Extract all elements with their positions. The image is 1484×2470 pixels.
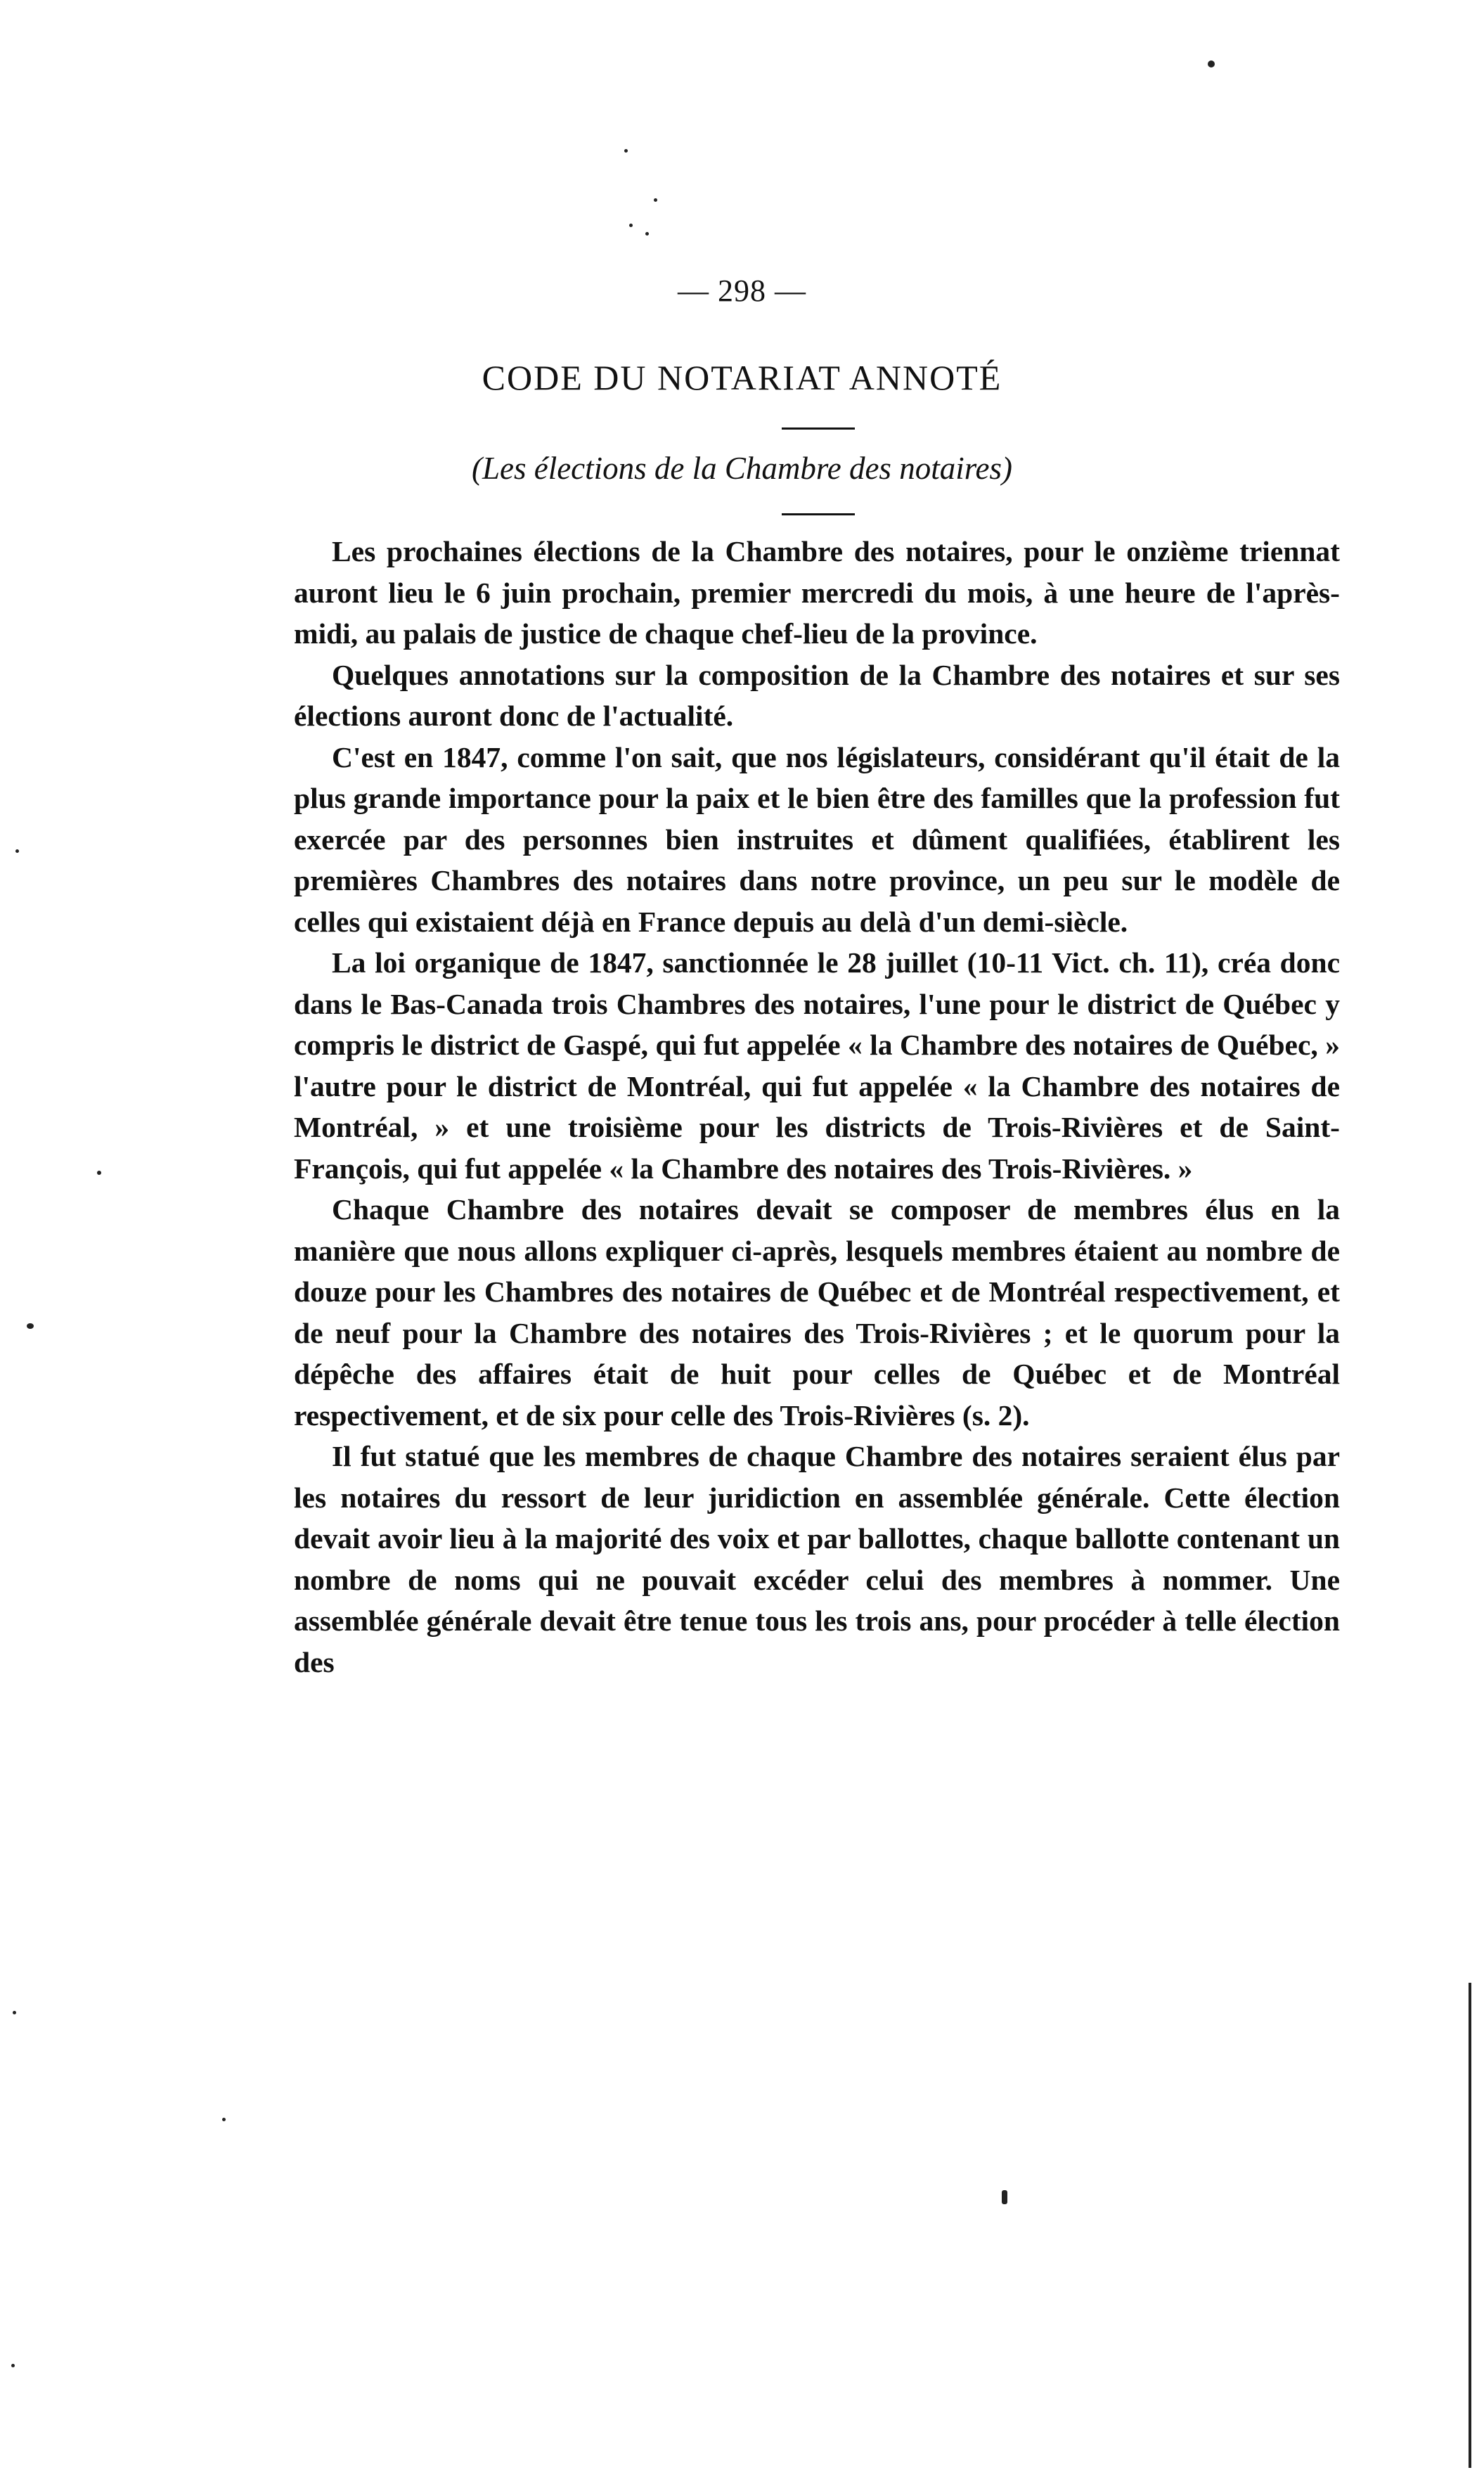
scan-speck xyxy=(27,1323,34,1329)
running-title: CODE DU NOTARIAT ANNOTÉ xyxy=(482,358,1002,397)
body-text xyxy=(294,531,1340,1683)
scan-speck xyxy=(222,2118,226,2121)
paragraph: Les prochaines élections de la Chambre des notaires, pour le onzième triennat auront lieu le 6 juin prochain, premier mercredi du mois, à une heure de l'après-midi, au palais de justice de chaque chef-lieu de la province. xyxy=(294,535,1340,650)
scan-speck xyxy=(15,849,19,853)
title-rule xyxy=(782,427,855,430)
paragraph: C'est en 1847, comme l'on sait, que nos législateurs, considérant qu'il était de la plus grande importance pour la paix et le bien être des familles que la profession fut exercée par des personnes bien instruites et dûment qualifiées, établirent les premières Chambres des notaires dans notre province, un peu sur le modèle de celles qui existaient déjà en France depuis au delà d'un demi-siècle. xyxy=(294,740,1340,938)
scan-speck xyxy=(11,2364,15,2367)
scan-speck xyxy=(13,2011,16,2014)
paragraph: La loi organique de 1847, sanctionnée le 28 juillet (10-11 Vict. ch. 11), créa donc dans le Bas-Canada trois Chambres des notaires, l'une pour le district de Québec y compris le district de Gaspé, qui fut appelée « la Chambre des notaires de Québec, » l'autre pour le district de Montréal, qui fut appelée « la Chambre des notaires de Montréal, » et une troisième pour les districts de Trois-Rivières et de Saint-François, qui fut appelée « la Chambre des notaires des Trois-Rivières. » xyxy=(294,946,1340,1185)
scan-speck xyxy=(97,1171,101,1175)
section-rule xyxy=(782,513,855,515)
scan-speck xyxy=(1208,60,1215,67)
page-edge-mark xyxy=(1469,1983,1471,2468)
scan-speck xyxy=(624,149,628,153)
scan-speck xyxy=(1002,2190,1007,2204)
section-title: (Les élections de la Chambre des notaires) xyxy=(471,451,1013,486)
page-number: — 298 — xyxy=(678,274,806,308)
scan-speck xyxy=(654,198,657,202)
paragraph: Il fut statué que les membres de chaque Chambre des notaires seraient élus par les notaires du ressort de leur juridiction en assemblée générale. Cette élection devait avoir lieu à la majorité des voix et par ballottes, chaque ballotte contenant un nombre de noms qui ne pouvait excéder celui des membres à nommer. Une assemblée générale devait être tenue tous les trois ans, pour procéder à telle élection des xyxy=(294,1440,1340,1678)
scan-speck xyxy=(629,224,633,227)
paragraph: Quelques annotations sur la composition de la Chambre des notaires et sur ses élections auront donc de l'actualité. xyxy=(294,658,1340,732)
scan-speck xyxy=(645,232,649,236)
paragraph: Chaque Chambre des notaires devait se composer de membres élus en la manière que nous allons expliquer ci-après, lesquels membres étaient au nombre de douze pour les Chambres des notaires de Québec et de Montréal respectivement, et de neuf pour la Chambre des notaires des Trois-Rivières ; et le quorum pour la dépêche des affaires était de huit pour celles de Québec et de Montréal respectivement, et de six pour celle des Trois-Rivières (s. 2). xyxy=(294,1193,1340,1432)
